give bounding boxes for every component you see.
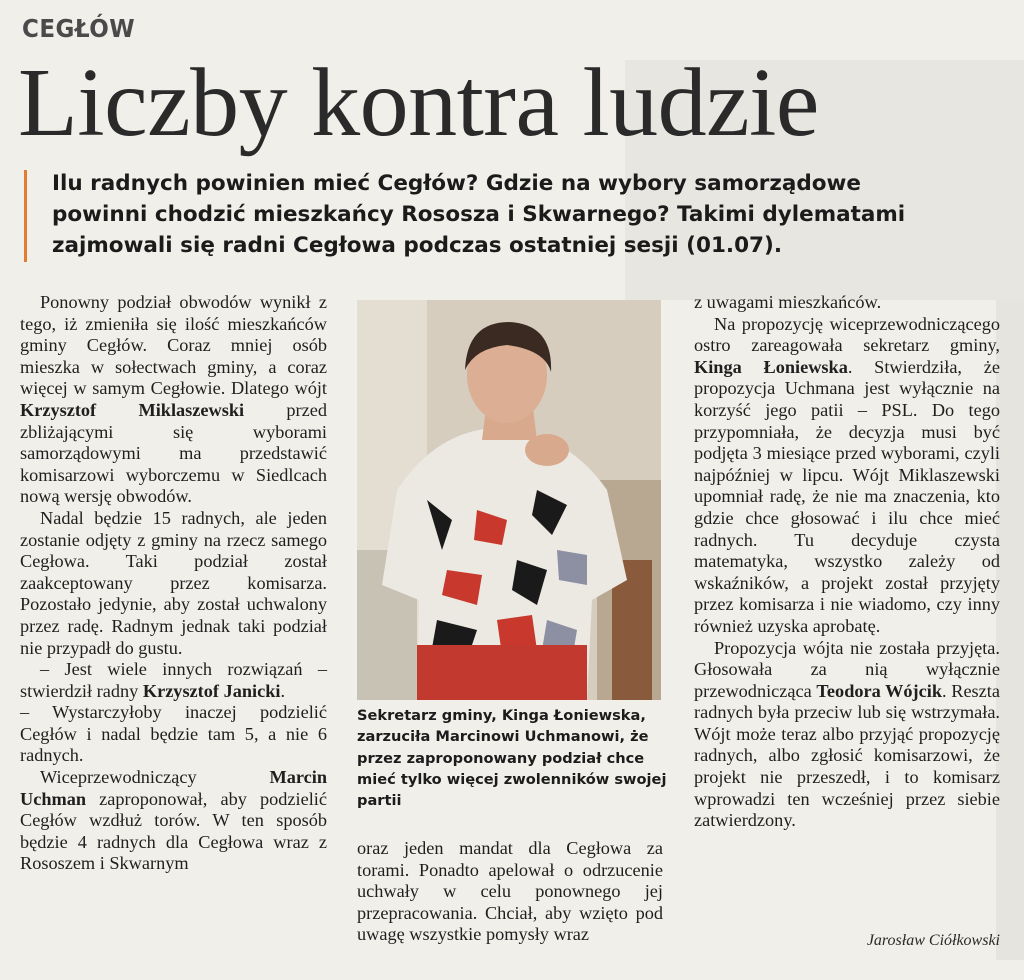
person-name: Marcin Uchman — [20, 767, 327, 809]
paragraph: oraz jeden mandat dla Cegłowa za torami. Ponadto apelował o odrzucenie uchwały w celu ponownego jej przepracowania. Chciał, aby wzięto pod uwagę wszystkie pomysły wraz — [357, 838, 663, 945]
paragraph — [694, 638, 1000, 832]
article-photo — [357, 300, 661, 700]
paragraph — [20, 767, 327, 875]
text-run: – Jest wiele innych rozwiązań – stwierdził radny — [20, 659, 327, 701]
person-name: Krzysztof Janicki — [142, 680, 281, 701]
person-name: Krzysztof Miklaszewski — [20, 399, 245, 420]
text-run: Na propozycję wiceprzewodniczącego ostro zareagowała sekretarz gminy, — [694, 313, 1000, 356]
paragraph: Nadal będzie 15 radnych, ale jeden zostanie odjęty z gminy na rzecz samego Cegłowa. Taki podział został zaakceptowany przez komisarza. Pozostało jedynie, aby został uchwalony przez radę. Radnym jednak taki podział nie przypadł do gustu. — [20, 507, 327, 658]
reverse-side-bleed — [0, 0, 20, 980]
text-run: Propozycja wójta nie została przyjęta. Głosowała za nią wyłącznie przewodnicząca — [694, 637, 1000, 701]
author-byline: Jarosław Ciółkowski — [866, 932, 1000, 949]
text-run: . — [280, 680, 286, 701]
person-name: Teodora Wójcik — [816, 680, 942, 701]
paragraph: – Wystarczyłoby inaczej podzielić Cegłów i nadal będzie tam 5, a nie 6 radnych. — [20, 702, 327, 766]
photo-caption: Sekretarz gminy, Kinga Łoniewska, zarzuciła Marcinowi Uchmanowi, że przez zaproponowany podział chce mieć tylko więcej zwolenników swojej partii — [357, 707, 667, 810]
article-column-2 — [357, 838, 663, 946]
person-name: Kinga Łoniewska — [694, 356, 848, 377]
text-run: Wiceprzewodniczący — [40, 767, 270, 788]
reverse-side-bleed — [996, 300, 1024, 960]
text-run: . Stwierdziła, że propozycja Uchmana jest wyłącznie na korzyść jego patii – PSL. Do tego przypomniała, że decyzja musi być podjęta 3 miesiące przed wyborami, czyli najpóźniej w lipcu. Wójt Miklaszewski upomniał radę, że nie ma znaczenia, kto gdzie chce głosować i ilu chce mieć radnych. Tu decyduje czysta matematyka, wszystko zależy od wskaźników, a projekt został przyjęty przez komisarza i nie wiadomo, czy inny również uzyska aprobatę. — [694, 356, 1000, 636]
text-run: przed zbliżającymi się wyborami samorządowymi ma przedstawić komisarzowi wyborczemu w Siedlcach nową wersję obwodów. — [20, 399, 327, 507]
paragraph — [20, 292, 327, 508]
paragraph — [694, 314, 1000, 638]
paragraph — [20, 659, 327, 702]
text-run: Ponowny podział obwodów wynikł z tego, iż zmieniła się ilość mieszkańców gminy Cegłów. Coraz mniej osób mieszka w sołectwach gminy, a coraz więcej w samym Cegłowie. Dlatego wójt — [20, 292, 327, 399]
photo-illustration — [357, 300, 661, 700]
lead-accent-bar — [24, 170, 27, 262]
paragraph: z uwagami mieszkańców. — [694, 292, 882, 312]
text-run: zaproponował, aby podzielić Cegłów wzdłuż torów. W ten sposób będzie 4 radnych dla Cegłowa wraz z Rososzem i Skwarnym — [20, 788, 327, 874]
section-kicker: CEGŁÓW — [22, 14, 136, 43]
text-run: . Reszta radnych była przeciw lub się wstrzymała. Wójt może teraz albo przyjąć propozycję radnych, albo zgłosić komisarzowi, że projekt nie przeszedł, i to komisarz wprowadzi ten wcześniej przez siebie zatwierdzony. — [694, 680, 1000, 831]
article-column-1 — [20, 292, 327, 875]
lead-paragraph: Ilu radnych powinien mieć Cegłów? Gdzie na wybory samorządowe powinni chodzić mieszkańcy Rososza i Skwarnego? Takimi dylematami zajmowali się radni Cegłowa podczas ostatniej sesji (01.07). — [52, 171, 906, 258]
article-column-3 — [694, 292, 1000, 832]
headline: Liczby kontra ludzie — [18, 49, 819, 157]
